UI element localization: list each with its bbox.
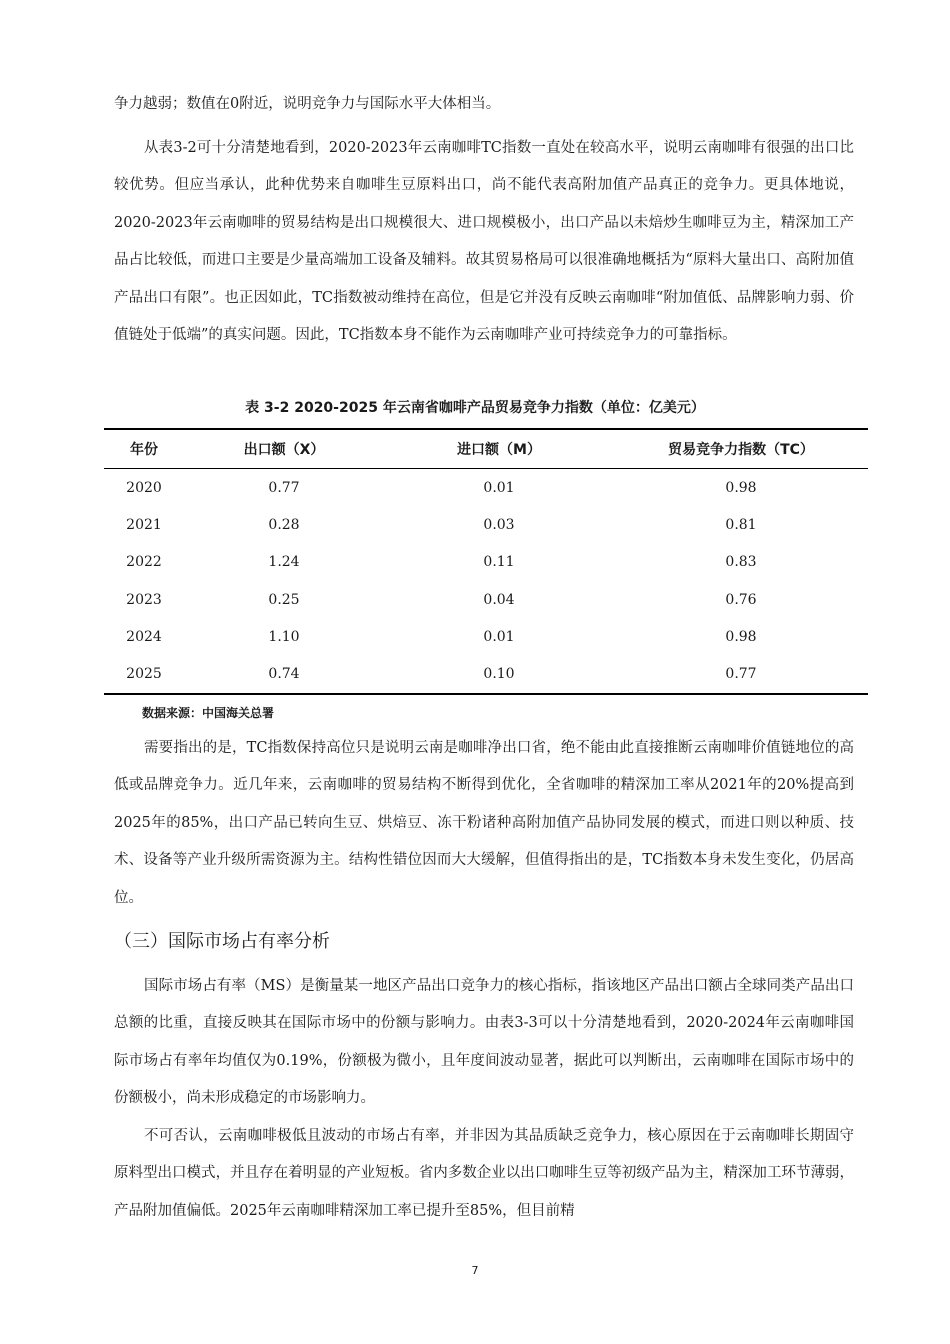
cell-export: 0.77 — [268, 479, 300, 496]
table-row — [104, 469, 868, 507]
paragraph-tc-interpretation: 需要指出的是，TC指数保持高位只是说明云南是咖啡净出口省，绝不能由此直接推断云南咖啡价值链地位的高低或品牌竞争力。近几年来，云南咖啡的贸易结构不断得到优化，全省咖啡的精深加工率从2021年的20%提高到2025年的85%，出口产品已转向生豆、烘焙豆、冻干粉诸种高附加值产品协同发展的模式，而进口则以种质、技术、设备等产业升级所需资源为主。结构性错位因而大大缓解，但值得指出的是，TC指数本身未发生变化，仍居高位。 — [114, 740, 854, 906]
cell-tc: 0.83 — [725, 554, 757, 571]
cell-year: 2024 — [126, 628, 162, 645]
cell-export: 0.25 — [268, 591, 300, 608]
table-header-row — [104, 429, 868, 469]
table-row — [104, 581, 868, 618]
cell-export: 1.24 — [268, 554, 300, 571]
table-row — [104, 544, 868, 581]
section-heading: （三）国际市场占有率分析 — [114, 931, 330, 952]
paragraph-market-share-causes: 不可否认，云南咖啡极低且波动的市场占有率，并非因为其品质缺乏竞争力，核心原因在于云南咖啡长期固守原料型出口模式，并且存在着明显的产业短板。省内多数企业以出口咖啡生豆等初级产品为主，精深加工环节薄弱，产品附加值偏低。2025年云南咖啡精深加工率已提升至85%，但目前精 — [114, 1128, 854, 1219]
cell-tc: 0.98 — [725, 628, 757, 645]
trade-competitiveness-table — [104, 428, 868, 695]
cell-import: 0.01 — [483, 628, 515, 645]
paragraph-market-share: 国际市场占有率（MS）是衡量某一地区产品出口竞争力的核心指标，指该地区产品出口额占全球同类产品出口总额的比重，直接反映其在国际市场中的份额与影响力。由表3-3可以十分清楚地看到，2020-2024年云南咖啡国际市场占有率年均值仅为0.19%，份额极为微小，且年度间波动显著，据此可以判断出，云南咖啡在国际市场中的份额极小，尚未形成稳定的市场影响力。 — [114, 978, 854, 1107]
cell-export: 1.10 — [268, 628, 300, 645]
cell-year: 2025 — [126, 666, 162, 683]
table-source-note: 数据来源：中国海关总署 — [142, 706, 275, 720]
cell-tc: 0.77 — [725, 666, 757, 683]
paragraph-intro-continued: 争力越弱；数值在0附近，说明竞争力与国际水平大体相当。 — [114, 96, 501, 112]
table-row — [104, 618, 868, 655]
cell-year: 2020 — [126, 479, 162, 496]
header-import: 进口额（M） — [457, 442, 541, 458]
cell-year: 2021 — [126, 516, 162, 533]
header-tc: 贸易竞争力指数（TC） — [668, 442, 814, 458]
cell-year: 2022 — [126, 554, 162, 571]
cell-import: 0.01 — [483, 479, 515, 496]
cell-tc: 0.76 — [725, 591, 757, 608]
cell-tc: 0.81 — [725, 516, 757, 533]
cell-import: 0.11 — [483, 554, 515, 571]
cell-import: 0.03 — [483, 516, 515, 533]
cell-export: 0.28 — [268, 516, 300, 533]
page-number: 7 — [471, 1264, 479, 1277]
cell-import: 0.10 — [483, 666, 515, 683]
cell-export: 0.74 — [268, 666, 300, 683]
header-export: 出口额（X） — [243, 442, 325, 458]
cell-tc: 0.98 — [725, 479, 757, 496]
cell-year: 2023 — [126, 591, 162, 608]
paragraph-tc-analysis: 从表3-2可十分清楚地看到，2020-2023年云南咖啡TC指数一直处在较高水平，说明云南咖啡有很强的出口比较优势。但应当承认，此种优势来自咖啡生豆原料出口，尚不能代表高附加值产品真正的竞争力。更具体地说，2020-2023年云南咖啡的贸易结构是出口规模很大、进口规模极小，出口产品以未焙炒生咖啡豆为主，精深加工产品占比较低，而进口主要是少量高端加工设备及辅料。故其贸易格局可以很准确地概括为“原料大量出口、高附加值产品出口有限”。也正因如此，TC指数被动维持在高位，但是它并没有反映云南咖啡“附加值低、品牌影响力弱、价值链处于低端”的真实问题。因此，TC指数本身不能作为云南咖啡产业可持续竞争力的可靠指标。 — [114, 140, 854, 344]
table-row — [104, 506, 868, 543]
header-year: 年份 — [130, 442, 158, 458]
cell-import: 0.04 — [483, 591, 515, 608]
table-row — [104, 655, 868, 693]
table-caption: 表 3-2 2020-2025 年云南省咖啡产品贸易竞争力指数（单位：亿美元） — [245, 400, 705, 416]
